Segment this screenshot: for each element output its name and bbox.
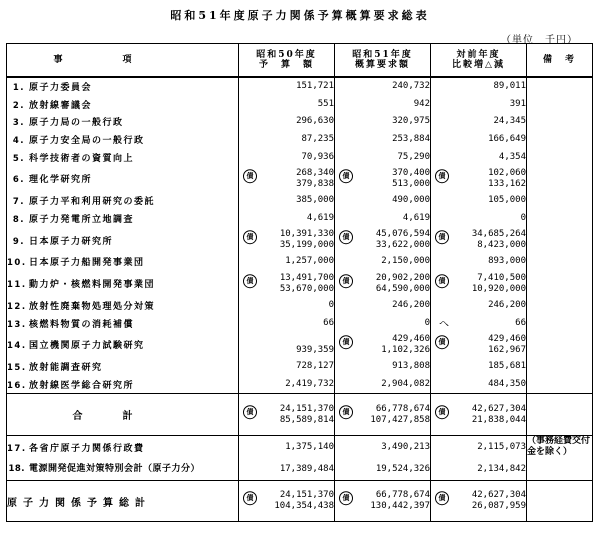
fy51-cell-value: 513,000 [392,178,430,189]
total-fy51-cell [335,394,431,436]
bond-mark-icon: 債 [435,491,449,505]
fy50-cell [239,271,335,297]
fy51-cell [335,113,431,131]
fy51-cell-value: 2,150,000 [381,256,430,267]
grand-total-row [7,481,593,522]
header-diff [431,44,527,78]
item-name-cell [7,192,239,210]
fy51-cell [335,314,431,332]
bond-mark-icon: 債 [339,491,353,505]
item-number: 6. [12,175,25,186]
diff-cell [431,131,527,149]
remarks-cell [527,458,593,481]
item-number: 15. [7,363,27,374]
remarks-cell [527,210,593,228]
item-name-cell [7,210,239,228]
item-name-cell [7,271,239,297]
table-row [7,376,593,394]
total-fy50-cell-value: 85,589,814 [279,414,334,425]
item-name-cell [7,458,239,481]
item-name: 放射能調査研究 [29,363,103,374]
fy50-cell-value: 53,670,000 [279,283,334,294]
fy51-cell [335,166,431,192]
bond-mark-icon: 債 [435,230,449,244]
item-name-cell [7,332,239,358]
grand-fy50-cell-value: 24,151,370 [279,490,334,501]
fy51-cell [335,332,431,358]
fy51-cell-value: 2,904,082 [381,378,430,389]
fy50-cell [239,131,335,149]
diff-cell-value: 484,350 [488,378,526,389]
header-diff-l2: 比較増△減 [452,60,505,70]
diff-cell-value: 105,000 [488,195,526,206]
diff-cell-value: 2,134,842 [477,463,526,474]
item-name-cell [7,227,239,253]
fy50-cell-value: 2,419,732 [285,378,334,389]
fy51-cell-value: 253,884 [392,134,430,145]
grand-fy50-cell-value: 104,354,438 [274,501,334,512]
item-name-cell [7,113,239,131]
header-diff-l1: 対前年度 [456,50,501,60]
bond-mark-icon: 債 [243,491,257,505]
diff-cell [431,332,527,358]
bond-mark-icon: 債 [243,230,257,244]
item-name: 核燃料物質の消耗補償 [29,319,135,330]
fy50-cell [239,332,335,358]
fy51-cell [335,227,431,253]
total-fy50-cell-value: 24,151,370 [279,403,334,414]
fy50-cell [239,227,335,253]
diff-cell-value: 429,460 [488,333,526,344]
fy50-cell-value: 551 [317,98,334,109]
table-row [7,314,593,332]
fy50-cell [239,166,335,192]
total-label: 合計 [7,394,239,436]
fy51-cell-value: 1,102,326 [381,344,430,355]
item-number: 13. [7,319,27,330]
fy51-cell-value: 429,460 [392,333,430,344]
table-row [7,253,593,271]
diff-cell [431,297,527,315]
fy51-cell-value: 246,200 [392,300,430,311]
item-number: 3. [12,118,25,129]
item-name: 放射線審議会 [29,100,93,111]
header-fy50 [239,44,335,78]
header-remarks: 備 考 [527,44,593,78]
bond-mark-icon: 債 [339,230,353,244]
item-name: 日本原子力船開発事業団 [29,258,145,269]
item-number: 10. [7,258,27,269]
diff-cell-value: 893,000 [488,256,526,267]
fy51-cell [335,358,431,376]
bond-mark-icon: 債 [339,405,353,419]
diff-cell-value: 34,685,264 [471,229,526,240]
diff-cell [431,358,527,376]
fy51-cell [335,148,431,166]
table-row [7,297,593,315]
remarks-cell [527,297,593,315]
table-row [7,166,593,192]
table-row [7,227,593,253]
grand-total-label: 原子力関係予算総計 [7,481,239,522]
item-name-cell [7,297,239,315]
item-name-cell [7,166,239,192]
fy51-cell [335,297,431,315]
total-row [7,394,593,436]
fy50-cell [239,358,335,376]
fy50-cell [239,77,335,96]
fy50-cell-value: 151,721 [296,81,334,92]
table-row [7,131,593,149]
fy50-cell [239,314,335,332]
diff-cell [431,192,527,210]
fy51-cell-value: 0 [424,317,430,328]
fy51-cell [335,77,431,96]
item-number: 4. [12,136,25,147]
remarks-cell [527,192,593,210]
fy50-cell-value: 70,936 [301,151,334,162]
item-name: 原子力局の一般行政 [29,118,124,129]
remarks-cell [527,358,593,376]
grand-fy51-cell [335,481,431,522]
table-row [7,77,593,96]
diff-cell-value: 162,967 [488,344,526,355]
fy51-cell-value: 240,732 [392,81,430,92]
total-diff-cell-value: 42,627,304 [471,403,526,414]
fy51-cell-value: 490,000 [392,195,430,206]
bond-mark-icon: 債 [339,169,353,183]
item-number: 2. [12,100,25,111]
table-row [7,436,593,459]
diff-cell-value: 7,410,500 [477,272,526,283]
remarks-cell [527,332,593,358]
bond-mark-icon: 債 [243,405,257,419]
bond-mark-icon: 債 [243,169,257,183]
item-name: 日本原子力研究所 [29,236,114,247]
grand-fy51-cell-value: 130,442,397 [370,501,430,512]
bond-mark-icon: 債 [339,335,353,349]
diff-cell [431,436,527,459]
diff-cell-value: 166,649 [488,134,526,145]
bond-mark-icon: 債 [339,274,353,288]
diff-cell-value: 24,345 [493,116,526,127]
remarks-cell: （事務経費交付金を除く） [527,436,593,459]
total-fy51-cell-value: 66,778,674 [375,403,430,414]
diff-cell-value: 133,162 [488,178,526,189]
item-name: 放射性廃棄物処理処分対策 [29,302,156,313]
item-name: 原子力平和利用研究の委託 [29,197,156,208]
diff-cell-value: 391 [509,98,526,109]
item-number: 5. [12,153,25,164]
remarks-cell [527,131,593,149]
remarks-cell [527,96,593,114]
diff-cell-value: 10,920,000 [471,283,526,294]
grand-fy51-cell-value: 66,778,674 [375,490,430,501]
fy51-cell [335,458,431,481]
fy51-cell-value: 942 [413,98,430,109]
item-number: 17. [7,443,27,454]
fy51-cell-value: 45,076,594 [375,229,430,240]
diff-cell [431,376,527,394]
item-name: 原子力安全局の一般行政 [29,136,145,147]
item-name: 原子力委員会 [29,83,93,94]
item-number: 9. [12,236,25,247]
bond-mark-icon: 債 [435,169,449,183]
item-name: 電源開発促進対策特別会計（原子力分） [29,463,201,474]
item-number: 12. [7,302,27,313]
diff-cell [431,253,527,271]
remarks-cell [527,253,593,271]
table-row [7,148,593,166]
bond-mark-icon: 債 [243,274,257,288]
fy50-cell-value: 10,391,330 [279,229,334,240]
header-fy51-l2: 概算要求額 [354,60,410,70]
header-fy51 [335,44,431,78]
fy50-cell [239,148,335,166]
item-name: 国立機関原子力試験研究 [29,341,145,352]
item-name-cell [7,77,239,96]
item-name-cell [7,148,239,166]
fy50-cell [239,253,335,271]
total-fy50-cell [239,394,335,436]
total-diff-cell [431,394,527,436]
item-name: 放射線医学総合研究所 [29,380,135,391]
fy50-cell-value: 66 [323,317,334,328]
diff-cell [431,210,527,228]
item-name-cell [7,314,239,332]
fy51-cell-value: 33,622,000 [375,240,430,251]
fy51-cell-value: 3,490,213 [381,441,430,452]
header-fy50-l2: 予 算 額 [258,60,314,70]
bond-mark-icon: 債 [435,274,449,288]
item-name: 科学技術者の資質向上 [29,153,135,164]
diff-cell-value: 89,011 [493,81,526,92]
diff-cell [431,314,527,332]
grand-diff-cell-value: 42,627,304 [471,490,526,501]
bond-mark-icon: 債 [435,335,449,349]
fy50-cell-value: 1,375,140 [285,441,334,452]
diff-cell-value: 2,115,073 [477,441,526,452]
diff-cell-value: 4,354 [498,151,526,162]
total-fy51-cell-value: 107,427,858 [370,414,430,425]
item-number: 14. [7,341,27,352]
diff-cell-value: 246,200 [488,300,526,311]
fy51-cell [335,192,431,210]
remarks-cell [527,148,593,166]
table-row [7,271,593,297]
remarks-cell [527,481,593,522]
item-name-cell [7,358,239,376]
fy50-cell-value: 1,257,000 [285,256,334,267]
header-item: 事項 [7,44,239,78]
fy50-cell-value: 87,235 [301,134,334,145]
fy50-cell-value: 17,389,484 [279,463,334,474]
fy51-cell-value: 75,290 [397,151,430,162]
fy51-cell [335,436,431,459]
table-row [7,332,593,358]
fy50-cell-value: 728,127 [296,361,334,372]
diff-cell [431,77,527,96]
fy51-cell [335,96,431,114]
remarks-cell [527,271,593,297]
fy51-cell-value: 19,524,326 [375,463,430,474]
remarks-cell [527,394,593,436]
remarks-cell [527,77,593,96]
item-name: 理化学研究所 [29,175,93,186]
fy50-cell-value: 268,340 [296,167,334,178]
item-name-cell [7,376,239,394]
fy51-cell [335,253,431,271]
fy51-cell-value: 370,400 [392,167,430,178]
fy50-cell-value: 13,491,700 [279,272,334,283]
remarks-cell [527,113,593,131]
fy51-cell-value: 320,975 [392,116,430,127]
diff-cell [431,227,527,253]
diff-cell [431,458,527,481]
bond-mark-icon: 債 [435,405,449,419]
diff-cell [431,113,527,131]
remarks-cell [527,227,593,253]
diff-cell [431,271,527,297]
fy51-cell-value: 20,902,200 [375,272,430,283]
table-row [7,96,593,114]
fy51-cell [335,376,431,394]
diff-cell-value: 102,060 [488,167,526,178]
fy50-cell [239,96,335,114]
fy51-cell [335,210,431,228]
table-row [7,192,593,210]
fy50-cell-value: 4,619 [306,212,334,223]
item-number: 1. [12,83,25,94]
fy51-cell-value: 64,590,000 [375,283,430,294]
fy50-cell [239,436,335,459]
table-row [7,210,593,228]
fy50-cell [239,376,335,394]
fy50-cell-value [239,334,334,345]
table-row [7,113,593,131]
fy50-cell [239,210,335,228]
fy50-cell [239,113,335,131]
diff-cell-value: 185,681 [488,361,526,372]
fy50-cell-value: 385,000 [296,195,334,206]
item-name-cell [7,436,239,459]
fy50-cell [239,192,335,210]
fy51-cell [335,131,431,149]
total-diff-cell-value: 21,838,044 [471,414,526,425]
fy50-cell [239,458,335,481]
table-row [7,358,593,376]
header-fy50-l1: 昭和50年度 [256,50,317,60]
fy50-cell [239,297,335,315]
item-name: 動力炉・核燃料開発事業団 [29,280,156,291]
fy50-cell-value: 296,630 [296,116,334,127]
budget-table [6,43,593,522]
fy50-cell-value: 939,359 [296,344,334,355]
diff-cell [431,96,527,114]
remarks-cell [527,376,593,394]
header-fy51-l1: 昭和51年度 [352,50,413,60]
fy50-cell-value: 0 [328,300,334,311]
fy51-cell-value: 4,619 [402,212,430,223]
remarks-cell [527,314,593,332]
item-name-cell [7,131,239,149]
item-number: 11. [7,280,27,291]
fy50-cell-value: 35,199,000 [279,240,334,251]
fy51-cell-value: 913,808 [392,361,430,372]
item-name-cell [7,253,239,271]
diff-cell-value: 0 [520,212,526,223]
unit-label: （単位 千円） [501,35,578,46]
item-name-cell [7,96,239,114]
fy51-cell [335,271,431,297]
table-row [7,458,593,481]
remarks-cell [527,166,593,192]
item-number: 16. [7,380,27,391]
decrease-mark-icon: へ [439,319,449,331]
item-number: 8. [12,214,25,225]
diff-cell-value: 66 [515,317,526,328]
grand-diff-cell-value: 26,087,959 [471,501,526,512]
item-name: 各省庁原子力関係行政費 [29,443,145,454]
item-number: 18. [8,463,25,474]
diff-cell-value: 8,423,000 [477,240,526,251]
page-title: 昭和51年度原子力関係予算概算要求総表 [170,9,430,22]
fy50-cell-value: 379,838 [296,178,334,189]
grand-fy50-cell [239,481,335,522]
diff-cell [431,148,527,166]
item-number: 7. [12,197,25,208]
item-name: 原子力発電所立地調査 [29,214,135,225]
grand-diff-cell [431,481,527,522]
diff-cell [431,166,527,192]
